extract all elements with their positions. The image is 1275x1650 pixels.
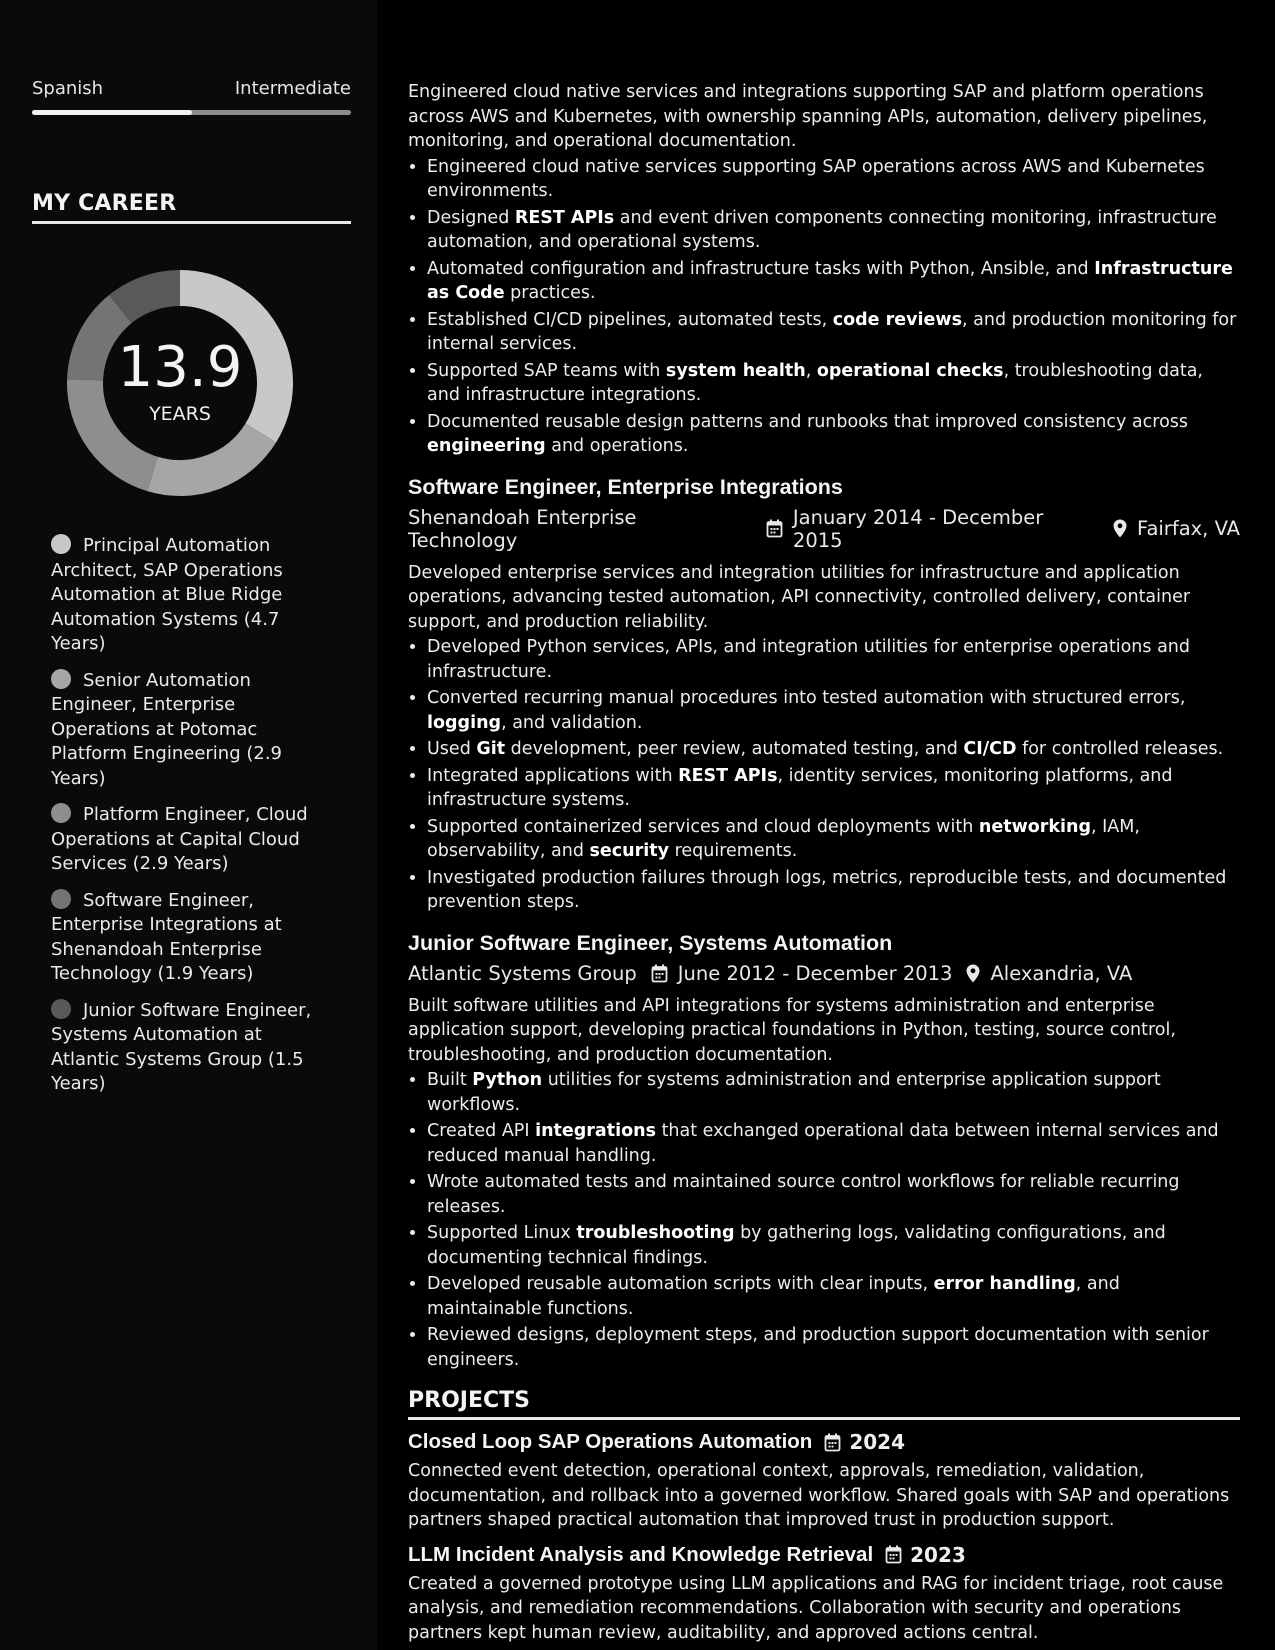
location-pin-icon xyxy=(966,964,980,983)
company-name: Atlantic Systems Group xyxy=(408,961,637,985)
calendar-icon xyxy=(824,1433,841,1452)
job-location: Fairfax, VA xyxy=(1137,517,1241,540)
language-proficiency-bar xyxy=(32,110,351,115)
calendar-icon xyxy=(651,964,668,983)
bullet-item: • Developed reusable automation scripts with clear inputs, error handling, and maintainable functions. xyxy=(427,1272,1240,1321)
job-summary: Developed enterprise services and integration utilities for infrastructure and application operations, advancing tested automation, API connectivity, controlled delivery, container support, and production reliability. xyxy=(408,562,1191,632)
bullet-item: • Wrote automated tests and maintained source control workflows for reliable recurring releases. xyxy=(427,1170,1240,1219)
legend-dot xyxy=(51,999,71,1019)
project-year: 2024 xyxy=(849,1430,905,1454)
calendar-icon xyxy=(766,519,783,538)
language-level: Intermediate xyxy=(234,78,351,99)
language-proficiency-fill xyxy=(32,110,192,115)
project-description: Created a governed prototype using LLM applications and RAG for incident triage, root cause analysis, and remediation recommendations. Collaboration with security and operations partners kept human review, auditability, and approved actions central. xyxy=(408,1573,1224,1643)
job-bullets xyxy=(408,635,1240,915)
job-location: Alexandria, VA xyxy=(990,961,1133,985)
bullet-item: • Converted recurring manual procedures into tested automation with structured errors, logging, and validation. xyxy=(427,686,1240,735)
career-legend-label: Junior Software Engineer, Systems Automation at Atlantic Systems Group (1.5 Years) xyxy=(51,999,312,1094)
bullet-item: • Established CI/CD pipelines, automated tests, code reviews, and production monitoring for internal services. xyxy=(427,308,1240,357)
legend-dot xyxy=(51,889,71,909)
career-legend xyxy=(51,534,326,1097)
main-content xyxy=(408,80,1240,1645)
project-title: Closed Loop SAP Operations Automation xyxy=(408,1430,813,1453)
bullet-item: • Built Python utilities for systems administration and enterprise application support workflows. xyxy=(427,1068,1240,1117)
bullet-item: • Automated configuration and infrastructure tasks with Python, Ansible, and Infrastructure as Code practices. xyxy=(427,257,1240,306)
project-year: 2023 xyxy=(910,1542,966,1567)
bullet-item: • Created API integrations that exchanged operational data between internal services and reduced manual handling. xyxy=(427,1119,1240,1168)
sidebar xyxy=(0,0,377,1650)
projects-section-title: PROJECTS xyxy=(408,1388,1240,1420)
bullet-item: • Documented reusable design patterns and runbooks that improved consistency across engineering and operations. xyxy=(427,410,1240,459)
career-legend-label: Platform Engineer, Cloud Operations at Capital Cloud Services (2.9 Years) xyxy=(51,804,308,874)
legend-dot xyxy=(51,803,71,823)
bullet-item: • Supported Linux troubleshooting by gathering logs, validating configurations, and documenting technical findings. xyxy=(427,1221,1240,1270)
bullet-item: • Supported SAP teams with system health, operational checks, troubleshooting data, and infrastructure integrations. xyxy=(427,359,1240,408)
career-legend-item xyxy=(51,803,326,877)
bullet-item: • Engineered cloud native services supporting SAP operations across AWS and Kubernetes environments. xyxy=(427,155,1240,204)
project-item xyxy=(408,1543,1240,1646)
language-name: Spanish xyxy=(32,78,104,99)
total-years-label: YEARS xyxy=(149,403,211,425)
legend-dot xyxy=(51,669,71,689)
job-bullets xyxy=(408,1068,1240,1372)
bullet-item: • Developed Python services, APIs, and integration utilities for enterprise operations and infrastructure. xyxy=(427,635,1240,684)
language-row xyxy=(32,78,351,99)
project-title: LLM Incident Analysis and Knowledge Retrieval xyxy=(408,1542,874,1566)
company-name: Shenandoah Enterprise Technology xyxy=(408,505,637,552)
bullet-item: • Investigated production failures through logs, metrics, reproducible tests, and documented prevention steps. xyxy=(427,866,1240,915)
career-legend-item xyxy=(51,999,326,1097)
career-legend-label: Senior Automation Engineer, Enterprise Operations at Potomac Platform Engineering (2.9 Years) xyxy=(51,669,283,789)
career-donut-chart xyxy=(65,268,295,498)
bullet-item: • Designed REST APIs and event driven components connecting monitoring, infrastructure automation, and operational systems. xyxy=(427,206,1240,255)
calendar-icon xyxy=(885,1545,902,1564)
total-years-value: 13.9 xyxy=(117,335,243,400)
job-bullets xyxy=(408,155,1240,459)
job-dates: January 2014 - December 2015 xyxy=(792,505,1044,552)
job-title: Software Engineer, Enterprise Integrations xyxy=(408,474,843,499)
career-legend-item xyxy=(51,889,326,987)
job-dates: June 2012 - December 2013 xyxy=(677,961,953,985)
project-item xyxy=(408,1430,1240,1533)
bullet-item: • Integrated applications with REST APIs, identity services, monitoring platforms, and infrastructure systems. xyxy=(427,764,1240,813)
job-meta xyxy=(408,962,1240,985)
job-summary: Built software utilities and API integrations for systems administration and enterprise application support, developing practical foundations in Python, testing, source control, troubleshooting, and production documentation. xyxy=(408,995,1176,1065)
career-legend-item xyxy=(51,669,326,792)
job-meta xyxy=(408,506,1240,552)
project-description: Connected event detection, operational context, approvals, remediation, validation, documentation, and rollback into a governed workflow. Shared goals with SAP and operations partners shaped practical automation that improved trust in production support. xyxy=(408,1461,1230,1530)
job-title: Junior Software Engineer, Systems Automation xyxy=(408,930,893,955)
location-pin-icon xyxy=(1113,519,1127,538)
job-summary: Engineered cloud native services and integrations supporting SAP and platform operations across AWS and Kubernetes, with ownership spanning APIs, automation, delivery pipelines, monitoring, and operational documentation. xyxy=(408,82,1208,151)
career-legend-item xyxy=(51,534,326,657)
career-legend-label: Software Engineer, Enterprise Integrations at Shenandoah Enterprise Technology (1.9 Years) xyxy=(51,889,282,984)
legend-dot xyxy=(51,534,71,554)
bullet-item: • Reviewed designs, deployment steps, and production support documentation with senior engineers. xyxy=(427,1323,1240,1372)
bullet-item: • Supported containerized services and cloud deployments with networking, IAM, observability, and security requirements. xyxy=(427,815,1240,864)
career-legend-label: Principal Automation Architect, SAP Operations Automation at Blue Ridge Automation Systems (4.7 Years) xyxy=(51,535,283,654)
bullet-item: • Used Git development, peer review, automated testing, and CI/CD for controlled releases. xyxy=(427,737,1240,762)
career-section-title: MY CAREER xyxy=(32,191,351,224)
